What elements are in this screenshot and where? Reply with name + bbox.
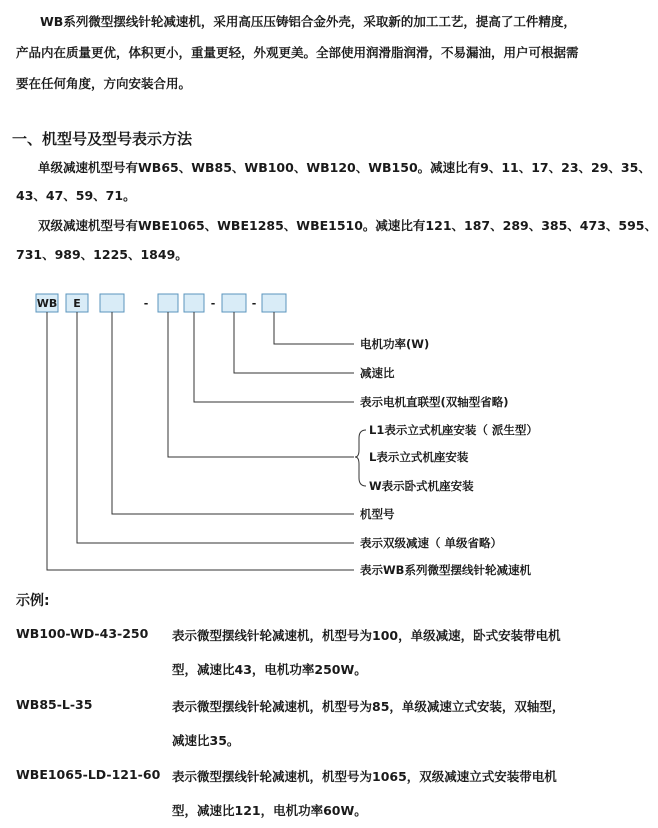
- label-direct-motor: 表示电机直联型(双轴型省略): [360, 395, 509, 409]
- section-title: 一、机型号及型号表示方法: [12, 130, 193, 148]
- example-desc-2a: 表示微型摆线针轮减速机，机型号为85，单级减速立式安装，双轴型，: [172, 699, 565, 714]
- label-series: 表示WB系列微型摆线针轮减速机: [360, 563, 531, 577]
- double-stage-line-2: 731、989、1225、1849。: [16, 247, 188, 262]
- label-double: 表示双级减速（ 单级省略）: [360, 536, 503, 550]
- double-stage-line-1: 双级减速机型号有WBE1065、WBE1285、WBE1510。减速比有121、187、289、385、473、595、: [38, 218, 657, 233]
- intro-line-3: 要在任何角度，方向安装合用。: [16, 76, 192, 91]
- example-code-1: WB100-WD-43-250: [16, 626, 149, 641]
- example-desc-3b: 型，减速比121，电机功率60W。: [172, 803, 367, 818]
- dash-1: -: [143, 297, 149, 310]
- label-ratio: 减速比: [360, 366, 395, 380]
- intro-line-1: WB系列微型摆线针轮减速机，采用高压压铸铝合金外壳，采取新的加工工艺，提高了工件精度，: [40, 14, 576, 29]
- box-mount: [158, 294, 178, 312]
- example-desc-1a: 表示微型摆线针轮减速机，机型号为100，单级减速，卧式安装带电机: [172, 628, 561, 643]
- box-e-label: E: [73, 297, 81, 310]
- box-type: [100, 294, 124, 312]
- dash-3: -: [251, 297, 257, 310]
- box-ratio: [222, 294, 246, 312]
- box-power: [262, 294, 286, 312]
- intro-line-2: 产品内在质量更优，体积更小，重量更轻，外观更美。全部使用润滑脂润滑，不易漏油，用户可根据需: [16, 45, 579, 60]
- leader-mount: [168, 312, 354, 457]
- label-l1: L1表示立式机座安装（ 派生型）: [369, 423, 538, 437]
- label-l: L表示立式机座安装: [369, 450, 469, 464]
- dash-2: -: [210, 297, 216, 310]
- example-code-2: WB85-L-35: [16, 697, 93, 712]
- leader-ratio: [234, 312, 354, 373]
- box-wb-label: WB: [36, 297, 58, 310]
- single-stage-line-2: 43、47、59、71。: [16, 188, 136, 203]
- example-desc-3a: 表示微型摆线针轮减速机，机型号为1065，双级减速立式安装带电机: [172, 769, 557, 784]
- examples-title: 示例:: [16, 593, 50, 609]
- label-model: 机型号: [360, 507, 395, 521]
- single-stage-line-1: 单级减速机型号有WB65、WB85、WB100、WB120、WB150。减速比有9、11、17、23、29、35、: [38, 160, 651, 175]
- label-w: W表示卧式机座安装: [369, 479, 474, 493]
- leader-model: [112, 312, 354, 514]
- example-desc-2b: 减速比35。: [172, 733, 240, 748]
- leader-series: [47, 312, 354, 570]
- example-desc-1b: 型，减速比43，电机功率250W。: [172, 662, 367, 677]
- label-motor-power: 电机功率(W): [360, 337, 430, 351]
- mount-brace: [355, 430, 366, 486]
- model-code-diagram: [0, 280, 658, 580]
- box-direct: [184, 294, 204, 312]
- leader-motor-power: [274, 312, 354, 344]
- leader-double: [77, 312, 354, 543]
- example-code-3: WBE1065-LD-121-60: [16, 767, 161, 782]
